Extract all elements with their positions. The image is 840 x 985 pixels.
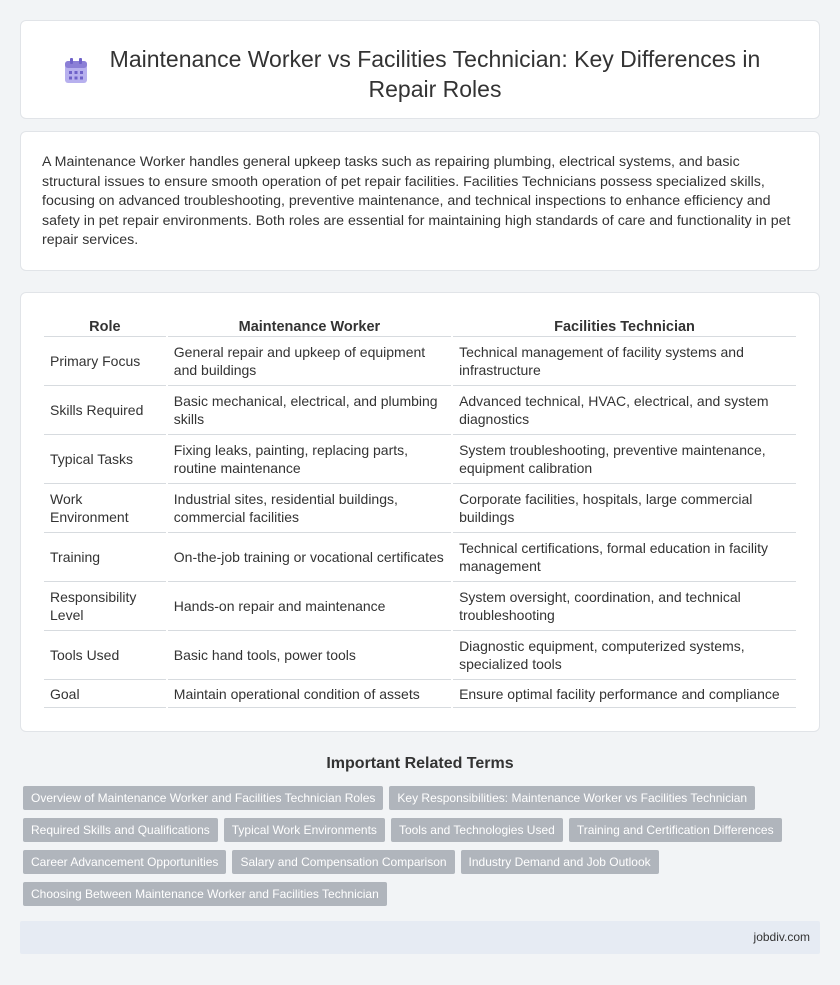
header-maintenance-worker: Maintenance Worker <box>168 315 451 337</box>
facilities-technician-cell: Corporate facilities, hospitals, large commercial buildings <box>453 484 796 533</box>
related-terms-heading: Important Related Terms <box>326 755 514 772</box>
row-label: Work Environment <box>44 484 166 533</box>
related-term-tag[interactable]: Salary and Compensation Comparison <box>232 850 454 874</box>
maintenance-worker-cell: On-the-job training or vocational certificates <box>168 533 451 582</box>
related-term-tag[interactable]: Training and Certification Differences <box>569 818 782 842</box>
row-label: Primary Focus <box>44 337 166 386</box>
facilities-technician-cell: System oversight, coordination, and technical troubleshooting <box>453 582 796 631</box>
facilities-technician-cell: Technical management of facility systems and infrastructure <box>453 337 796 386</box>
table-row <box>44 680 796 708</box>
comparison-table <box>42 315 798 708</box>
row-label: Tools Used <box>44 631 166 680</box>
header-role: Role <box>44 315 166 337</box>
facilities-technician-cell: System troubleshooting, preventive maintenance, equipment calibration <box>453 435 796 484</box>
related-term-tag[interactable]: Industry Demand and Job Outlook <box>461 850 659 874</box>
facilities-technician-cell: Diagnostic equipment, computerized systems, specialized tools <box>453 631 796 680</box>
maintenance-worker-cell: Industrial sites, residential buildings, commercial facilities <box>168 484 451 533</box>
related-term-tag[interactable]: Typical Work Environments <box>224 818 385 842</box>
related-term-tag[interactable]: Career Advancement Opportunities <box>23 850 226 874</box>
related-term-tag[interactable]: Key Responsibilities: Maintenance Worker vs Facilities Technician <box>389 786 755 810</box>
related-term-tag[interactable]: Choosing Between Maintenance Worker and Facilities Technician <box>23 882 387 906</box>
footer-site-link[interactable]: jobdiv.com <box>753 930 810 944</box>
row-label: Skills Required <box>44 386 166 435</box>
related-term-tag[interactable]: Tools and Technologies Used <box>391 818 563 842</box>
facilities-technician-cell: Technical certifications, formal education in facility management <box>453 533 796 582</box>
table-row <box>44 337 796 386</box>
table-header-row <box>44 315 796 337</box>
row-label: Responsibility Level <box>44 582 166 631</box>
row-label: Typical Tasks <box>44 435 166 484</box>
header-card <box>20 20 820 119</box>
maintenance-worker-cell: Basic mechanical, electrical, and plumbing skills <box>168 386 451 435</box>
table-row <box>44 484 796 533</box>
header-facilities-technician: Facilities Technician <box>453 315 796 337</box>
intro-card <box>20 131 820 271</box>
title-wrap <box>21 44 819 104</box>
related-term-tag[interactable]: Overview of Maintenance Worker and Facilities Technician Roles <box>23 786 383 810</box>
maintenance-worker-cell: Maintain operational condition of assets <box>168 680 451 708</box>
footer <box>20 921 820 954</box>
table-row <box>44 533 796 582</box>
facilities-technician-cell: Advanced technical, HVAC, electrical, and system diagnostics <box>453 386 796 435</box>
comparison-card <box>20 292 820 732</box>
row-label: Training <box>44 533 166 582</box>
row-label: Goal <box>44 680 166 708</box>
maintenance-worker-cell: General repair and upkeep of equipment and buildings <box>168 337 451 386</box>
page-title: Maintenance Worker vs Facilities Technician: Key Differences in Repair Roles <box>109 46 761 102</box>
table-row <box>44 435 796 484</box>
table-row <box>44 631 796 680</box>
intro-paragraph: A Maintenance Worker handles general upkeep tasks such as repairing plumbing, electrical systems, and basic structural issues to ensure smooth operation of pet repair facilities. Facilities Technicians possess specialized skills, focusing on advanced troubleshooting, preventive maintenance, and technical inspections to enhance efficiency and safety in pet repair environments. Both roles are essential for maintaining high standards of care and functionality in pet repair services. <box>42 154 791 248</box>
related-terms-list <box>23 786 803 906</box>
table-row <box>44 582 796 631</box>
related-term-tag[interactable]: Required Skills and Qualifications <box>23 818 218 842</box>
maintenance-worker-cell: Hands-on repair and maintenance <box>168 582 451 631</box>
maintenance-worker-cell: Basic hand tools, power tools <box>168 631 451 680</box>
calendar-icon <box>64 58 88 84</box>
facilities-technician-cell: Ensure optimal facility performance and compliance <box>453 680 796 708</box>
maintenance-worker-cell: Fixing leaks, painting, replacing parts, routine maintenance <box>168 435 451 484</box>
table-row <box>44 386 796 435</box>
